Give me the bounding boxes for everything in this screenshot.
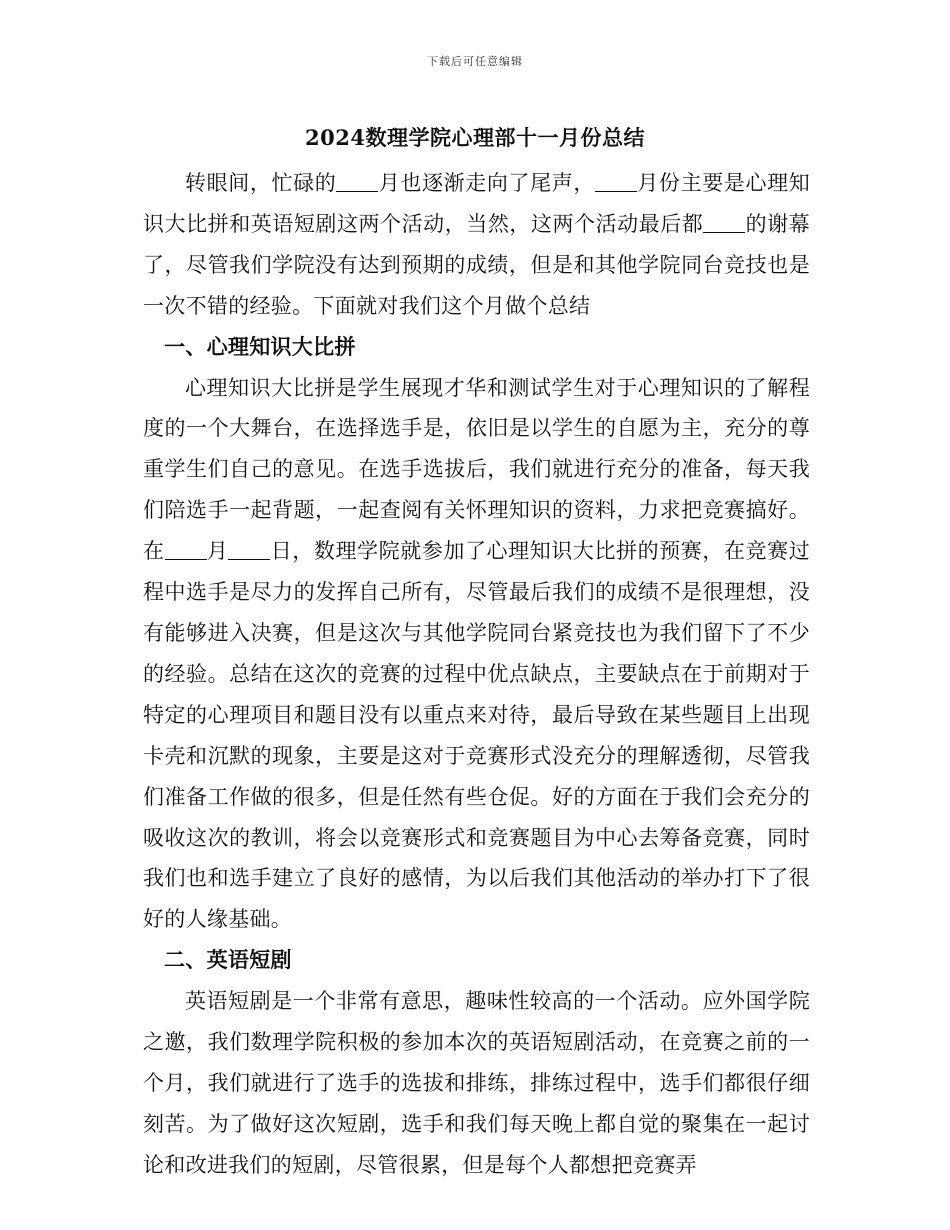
blank-field [165,543,207,560]
blank-field [228,543,270,560]
blank-field [595,175,637,192]
section1-text-2: 月 [206,539,229,564]
section2-paragraph: 英语短剧是一个非常有意思，趣味性较高的一个活动。应外国学院之邀，我们数理学院积极的参加本次的英语短剧活动，在竞赛之前的一个月，我们就进行了选手的选拔和排练，排练过程中，选手们都很仔细刻苦。为了做好这次短剧，选手和我们每天晚上都自觉的聚集在一起讨论和改进我们的短剧，尽管很累，但是每个人都想把竞赛弄 [143,989,810,1177]
section1-paragraph [143,368,810,941]
intro-paragraph [143,163,810,327]
blank-field [336,175,378,192]
section1-heading: 一、心理知识大比拼 [164,333,356,359]
document-body [143,163,810,1186]
intro-text-4: 的谢幕了，尽管我们学院没有达到预期的成绩，但是和其他学院同台竞技也是一次不错的经验。下面就对我们这个月做个总结 [143,211,810,318]
blank-field [703,216,745,233]
intro-text-2: 月也逐渐走向了尾声， [378,171,595,195]
page-header: 下载后可任意编辑 [427,55,523,68]
section2-heading: 二、英语短剧 [164,947,292,973]
intro-text-3: 月份主要是心理知识大比拼和英语短剧这两个活动，当然，这两个活动最后都 [143,171,810,236]
document-title: 2024数理学院心理部十一月份总结 [305,125,645,150]
section1-text-3: 日，数理学院就参加了心理知识大比拼的预赛，在竞赛过程中选手是尽力的发挥自己所有，尽管最后我们的成绩不是很理想，没有能够进入决赛，但是这次与其他学院同台紧竞技也为我们留下了不少的经验。总结在这次的竞赛的过程中优点缺点，主要缺点在于前期对于特定的心理项目和题目没有以重点来对待，最后导致在某些题目上出现卡壳和沉默的现象，主要是这对于竞赛形式没充分的理解透彻，尽管我们准备工作做的很多，但是任然有些仓促。好的方面在于我们会充分的吸收这次的教训，将会以竞赛形式和竞赛题目为中心去筹备竞赛，同时我们也和选手建立了良好的感情，为以后我们其他活动的举办打下了很好的人缘基础。 [143,539,810,932]
section1-text-1: 心理知识大比拼是学生展现才华和测试学生对于心理知识的了解程度的一个大舞台，在选择选手是，依旧是以学生的自愿为主，充分的尊重学生们自己的意见。在选手选拔后，我们就进行充分的准备，每天我们陪选手一起背题，一起查阅有关怀理知识的资料，力求把竞赛搞好。在 [143,375,810,564]
intro-text-1: 转眼间，忙碌的 [185,171,337,195]
